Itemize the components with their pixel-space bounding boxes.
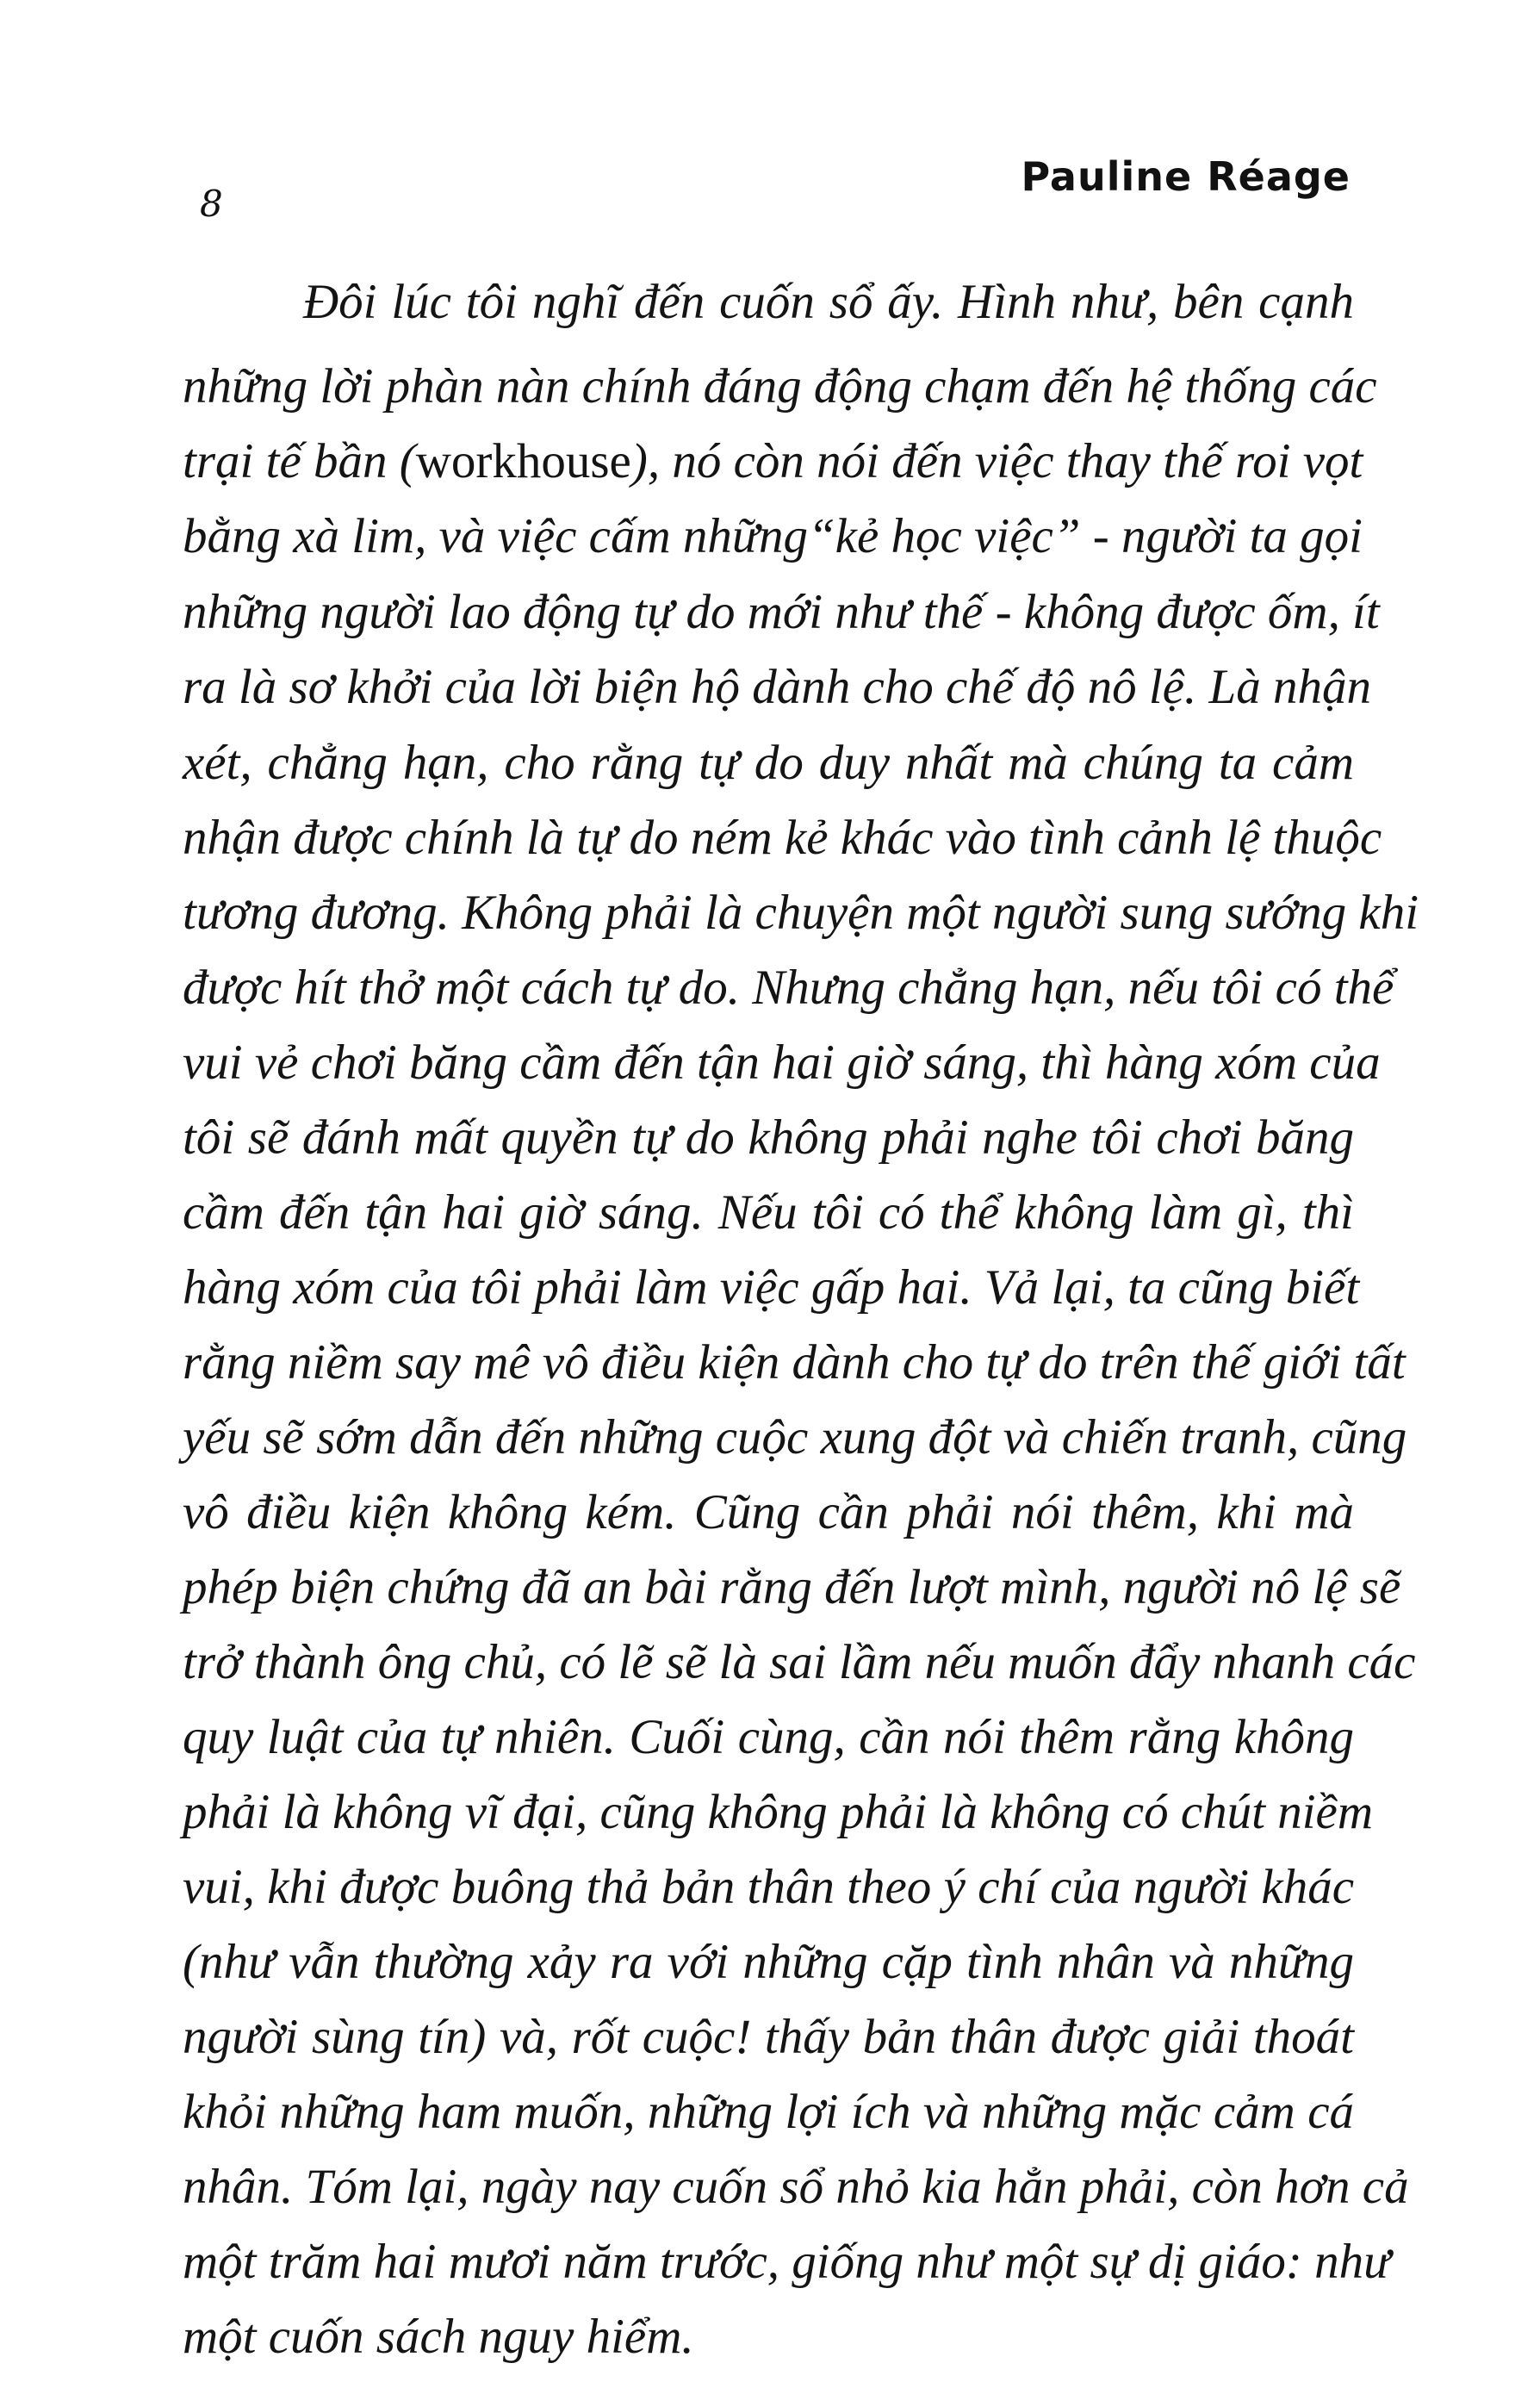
text-line-28: một cuốn sách nguy hiểm. — [183, 2310, 694, 2364]
text-line-17: vô điều kiện không kém. Cũng cần phải nói thêm, khi mà — [183, 1485, 1354, 1539]
text-line-8: nhận được chính là tự do ném kẻ khác vào tình cảnh lệ thuộc — [183, 811, 1382, 865]
text-line-18: phép biện chứng đã an bài rằng đến lượt mình, người nô lệ sẽ — [183, 1560, 1401, 1614]
page-number: 8 — [200, 183, 223, 225]
text-line-5: những người lao động tự do mới như thế - không được ốm, ít — [183, 585, 1380, 639]
roman-term: workhouse — [415, 434, 631, 488]
text-line-27: một trăm hai mươi năm trước, giống như một sự dị giáo: như — [183, 2235, 1391, 2289]
text-line-26: nhân. Tóm lại, ngày nay cuốn sổ nhỏ kia hẳn phải, còn hơn cả — [183, 2160, 1409, 2214]
text-line-15: rằng niềm say mê vô điều kiện dành cho tự do trên thế giới tất — [183, 1335, 1406, 1390]
text-line-20: quy luật của tự nhiên. Cuối cùng, cần nói thêm rằng không — [183, 1710, 1354, 1764]
text-line-24: người sùng tín) và, rốt cuộc! thấy bản thân được giải thoát — [183, 2010, 1354, 2064]
text-line-1: Đôi lúc tôi nghĩ đến cuốn sổ ấy. Hình như, bên cạnh — [303, 275, 1354, 329]
text-line-19: trở thành ông chủ, có lẽ sẽ là sai lầm nếu muốn đẩy nhanh các — [183, 1635, 1416, 1689]
text-line-10: được hít thở một cách tự do. Nhưng chẳng hạn, nếu tôi có thể — [183, 961, 1394, 1015]
text-line-11: vui vẻ chơi băng cầm đến tận hai giờ sáng, thì hàng xóm của — [183, 1035, 1381, 1090]
text-line-21: phải là không vĩ đại, cũng không phải là không có chút niềm — [183, 1785, 1373, 1839]
text-line-16: yếu sẽ sớm dẫn đến những cuộc xung đột và chiến tranh, cũng — [183, 1410, 1407, 1465]
running-head-author: Pauline Réage — [1021, 153, 1351, 200]
text-line-4: bằng xà lim, và việc cấm những“kẻ học việc” - người ta gọi — [183, 509, 1363, 563]
text-line-3: trại tế bần (workhouse), nó còn nói đến việc thay thế roi vọt — [183, 434, 1363, 488]
text-line-25: khỏi những ham muốn, những lợi ích và những mặc cảm cá — [183, 2085, 1354, 2139]
text-line-9: tương đương. Không phải là chuyện một người sung sướng khi — [183, 886, 1419, 940]
text-line-2: những lời phàn nàn chính đáng động chạm đến hệ thống các — [183, 359, 1377, 414]
text-line-7: xét, chẳng hạn, cho rằng tự do duy nhất mà chúng ta cảm — [183, 736, 1354, 790]
text-line-12: tôi sẽ đánh mất quyền tự do không phải nghe tôi chơi băng — [183, 1110, 1354, 1165]
text-line-6: ra là sơ khởi của lời biện hộ dành cho chế độ nô lệ. Là nhận — [183, 660, 1371, 714]
text-line-14: hàng xóm của tôi phải làm việc gấp hai. Vả lại, ta cũng biết — [183, 1260, 1360, 1315]
text-line-22: vui, khi được buông thả bản thân theo ý chí của người khác — [183, 1860, 1354, 1914]
text-line-13: cầm đến tận hai giờ sáng. Nếu tôi có thể không làm gì, thì — [183, 1185, 1354, 1240]
text-line-23: (như vẫn thường xảy ra với những cặp tình nhân và những — [183, 1935, 1354, 1989]
